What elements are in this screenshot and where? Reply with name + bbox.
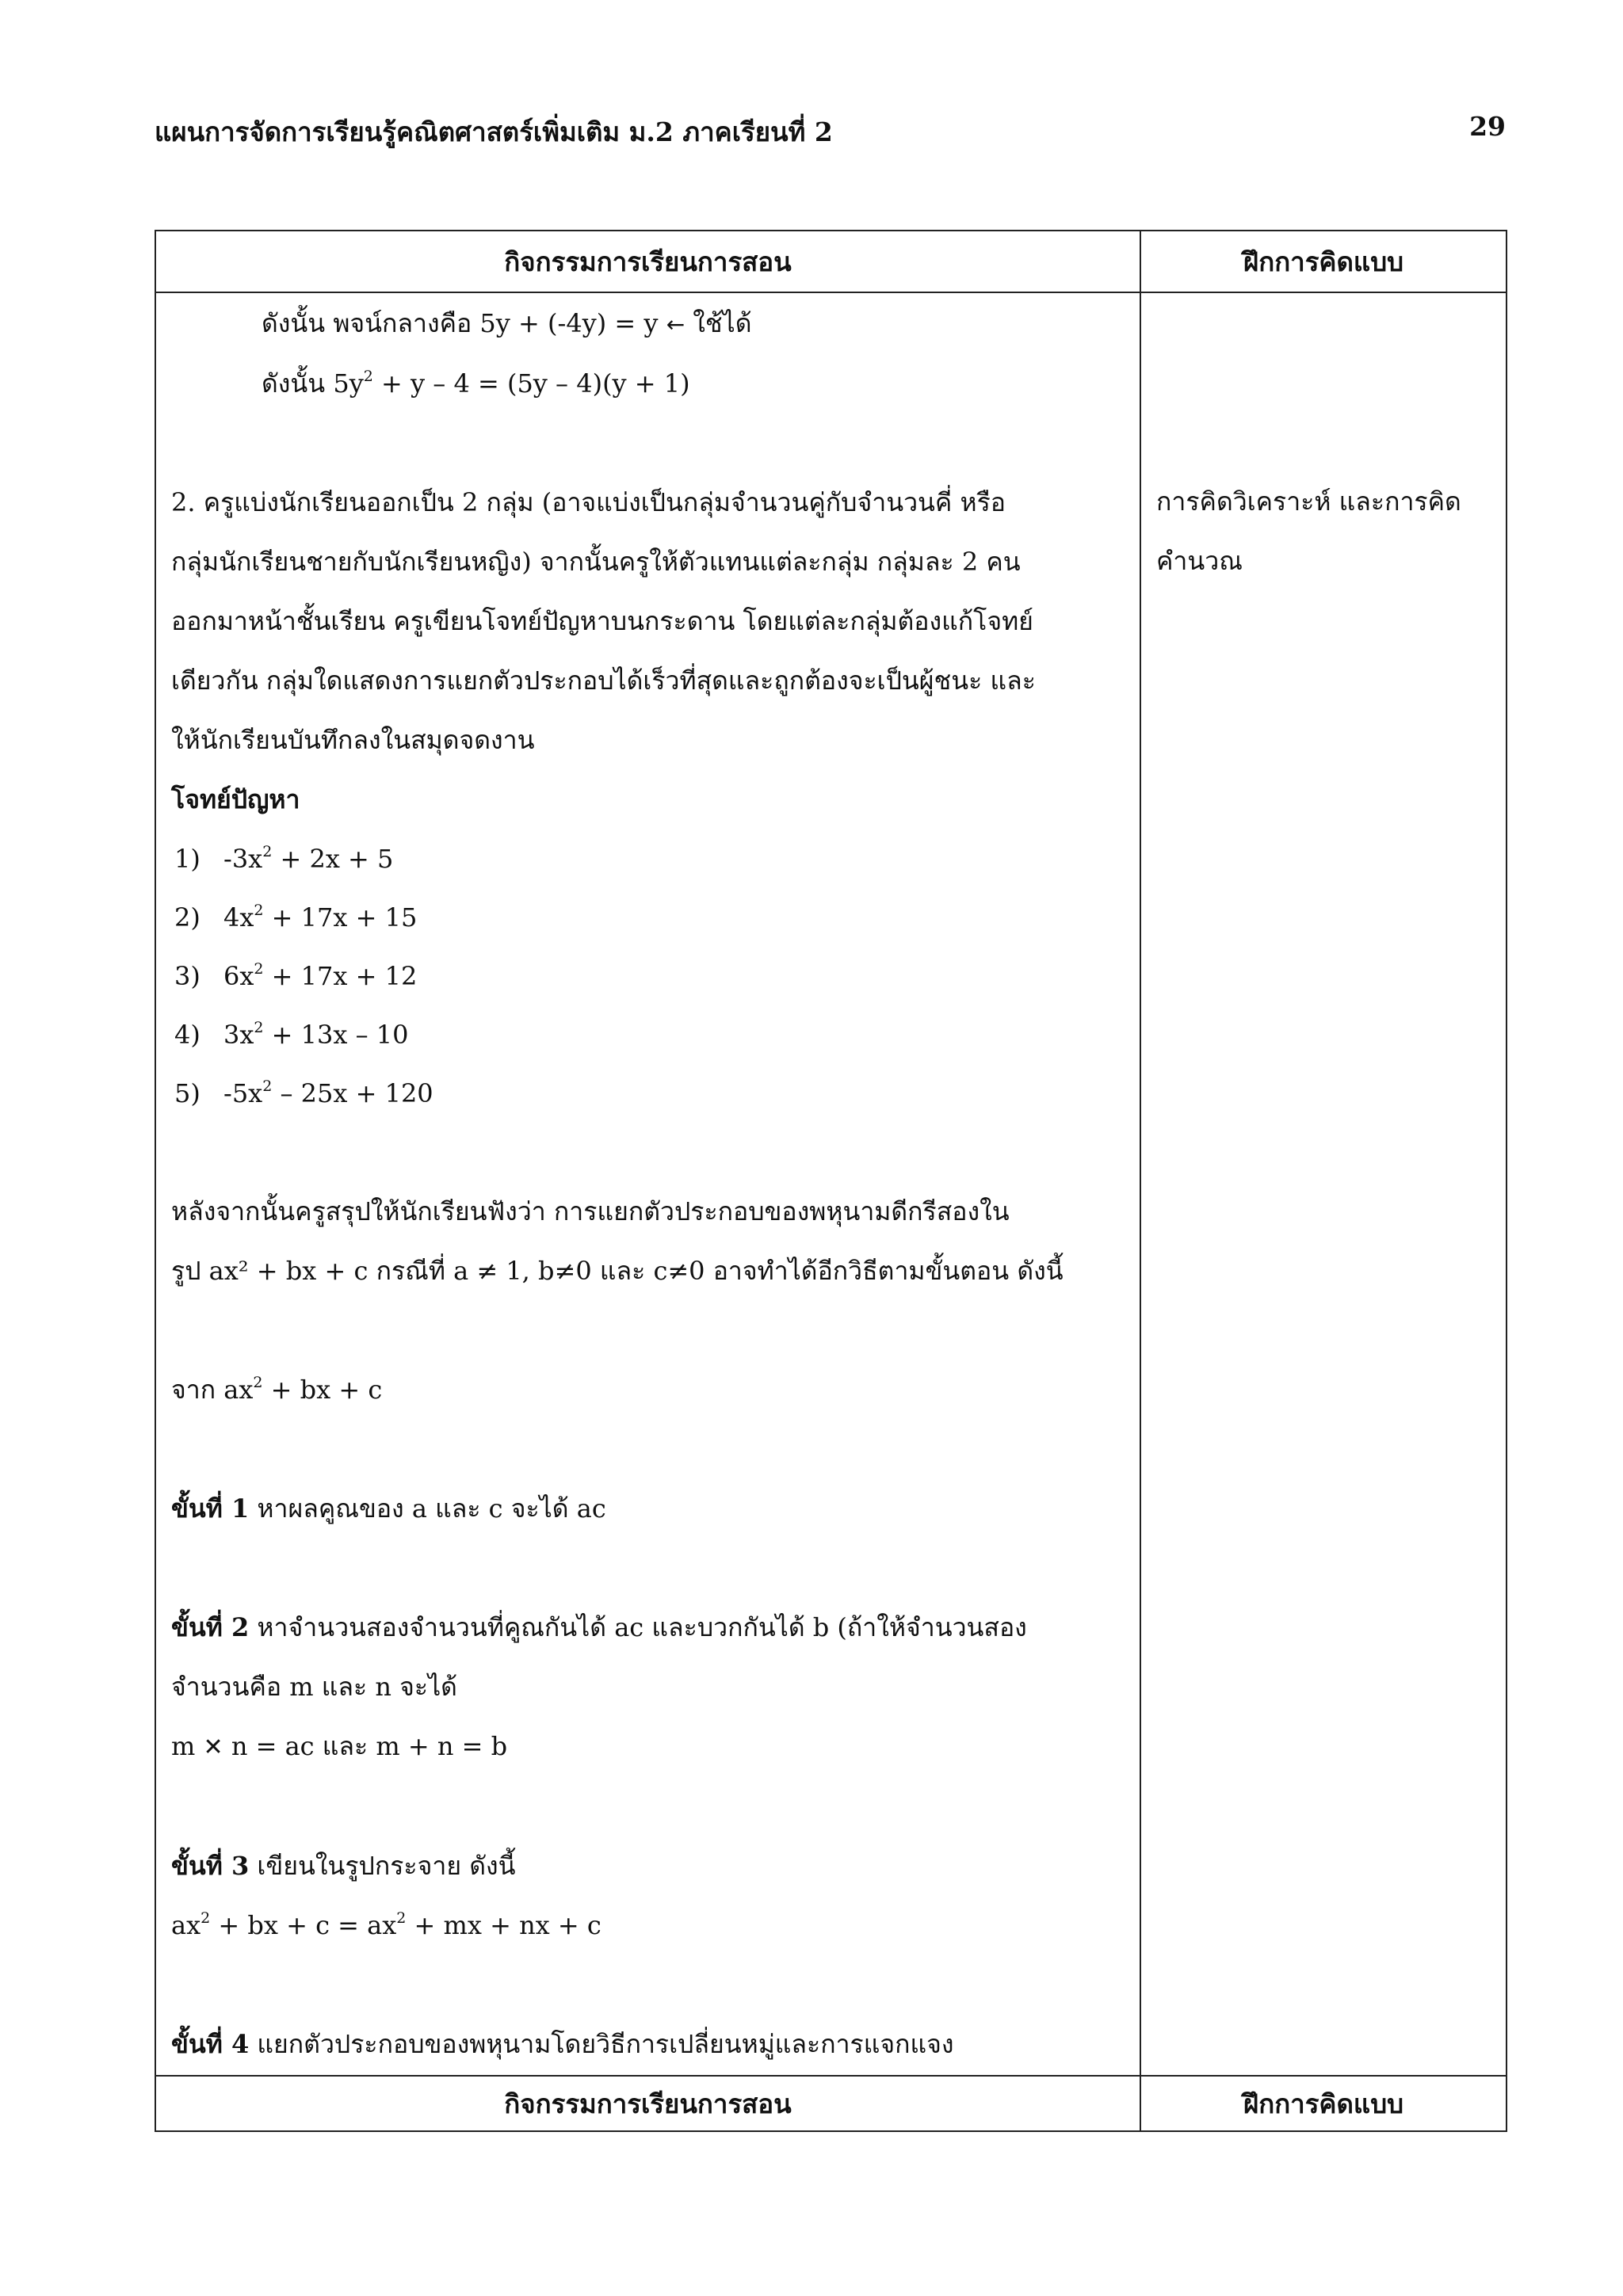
equation-part: + bx + c = ax: [210, 1910, 397, 1940]
summary-line-1: หลังจากนั้นครูสรุปให้นักเรียนฟังว่า การแยกตัวประกอบของพหุนามดีกรีสองใน: [171, 1196, 1010, 1226]
problem-item: [171, 1064, 1125, 1123]
paragraph-line: ให้นักเรียนบันทึกลงในสมุดจดงาน: [171, 725, 535, 755]
problem-term: 3x: [223, 1020, 254, 1050]
equation-part: n = ac และ m + n = b: [223, 1731, 508, 1761]
step-2-equation: [171, 1717, 1125, 1777]
problem-number: 3): [174, 961, 200, 991]
activities-cell: [155, 292, 1140, 2076]
left-arrow-icon: ←: [666, 311, 685, 338]
step-2: [171, 1598, 1125, 1657]
exponent: 2: [254, 960, 264, 978]
table-body-row: [155, 292, 1507, 2076]
step-text: แยกตัวประกอบของพหุนามโดยวิธีการเปลี่ยนหมู่และการแจกแจง: [249, 2029, 954, 2059]
continuation-line-1: [171, 294, 1125, 354]
step-label: ขั้นที่ 2: [171, 1612, 250, 1642]
step-1: [171, 1479, 1125, 1539]
problem-term: + 13x – 10: [263, 1020, 409, 1050]
exponent: 2: [262, 843, 273, 860]
expression-part: + bx + c: [262, 1375, 383, 1405]
step-label: ขั้นที่ 1: [171, 1493, 250, 1524]
multiply-icon: ✕: [203, 1733, 223, 1761]
problem-item: [171, 1005, 1125, 1064]
problem-term: -5x: [223, 1078, 263, 1108]
table-header-row: [155, 231, 1507, 292]
problem-term: – 25x + 120: [272, 1078, 433, 1108]
summary-line-2: รูป ax² + bx + c กรณีที่ a ≠ 1, b≠0 และ c≠0 อาจทำได้อีกวิธีตามขั้นตอน ดังนี้: [171, 1256, 1064, 1286]
paragraph-line: 2. ครูแบ่งนักเรียนออกเป็น 2 กลุ่ม (อาจแบ่งเป็นกลุ่มจำนวนคู่กับจำนวนคี่ หรือ: [171, 487, 1006, 517]
continuation-line-2: [171, 354, 1125, 414]
problem-term: 4x: [223, 902, 254, 933]
table-footer-row: [155, 2076, 1507, 2131]
problem-item: [171, 947, 1125, 1005]
continuation-note: ใช้ได้: [693, 308, 752, 338]
page-number: 29: [1469, 111, 1506, 142]
paragraph-line: ออกมาหน้าชั้นเรียน ครูเขียนโจทย์ปัญหาบนกระดาน โดยแต่ละกลุ่มต้องแก้โจทย์: [171, 606, 1033, 636]
continuation-text: ดังนั้น พจน์กลางคือ 5y + (-4y) = y: [262, 308, 659, 338]
problem-number: 5): [174, 1078, 200, 1108]
problem-number: 2): [174, 902, 200, 933]
thinking-line-1: การคิดวิเคราะห์ และการคิด: [1156, 486, 1461, 517]
paragraph-line: เดียวกัน กลุ่มใดแสดงการแยกตัวประกอบได้เร็วที่สุดและถูกต้องจะเป็นผู้ชนะ และ: [171, 666, 1036, 696]
equation-part: + mx + nx + c: [406, 1910, 601, 1940]
column-header-activities: กิจกรรมการเรียนการสอน: [155, 231, 1140, 292]
step-text: เขียนในรูปกระจาย ดังนี้: [249, 1851, 516, 1881]
problem-item: [171, 888, 1125, 947]
problem-number: 4): [174, 1020, 200, 1050]
equation-part: + y – 4 = (5y – 4)(y + 1): [372, 368, 690, 399]
step-4: [171, 2015, 1125, 2074]
column-header-thinking: ฝึกการคิดแบบ: [1140, 231, 1507, 292]
equation-part: m: [171, 1731, 196, 1761]
step-2-line-2: จำนวนคือ m และ n จะได้: [171, 1672, 457, 1702]
step-text: หาผลคูณของ a และ c จะได้ ac: [249, 1493, 606, 1524]
equation-part: ax: [171, 1910, 201, 1940]
problem-item: [171, 830, 1125, 888]
problem-number: 1): [174, 844, 200, 874]
thinking-cell: [1140, 292, 1507, 2076]
step-3-equation: [171, 1896, 1125, 1955]
step-label: ขั้นที่ 3: [171, 1851, 250, 1881]
problem-term: + 17x + 15: [263, 902, 418, 933]
expression-part: จาก ax: [171, 1375, 254, 1405]
from-expression: [171, 1360, 1125, 1420]
exponent: 2: [262, 1077, 273, 1095]
document-title: แผนการจัดการเรียนรู้คณิตศาสตร์เพิ่มเติม ม.2 ภาคเรียนที่ 2: [155, 116, 833, 147]
footer-activities: กิจกรรมการเรียนการสอน: [155, 2076, 1140, 2131]
step-label: ขั้นที่ 4: [171, 2029, 250, 2059]
footer-thinking: ฝึกการคิดแบบ: [1140, 2076, 1507, 2131]
activity-paragraph-2: [171, 473, 1125, 770]
exponent: 2: [253, 1374, 263, 1391]
exponent: 2: [254, 1019, 264, 1036]
problem-term: + 2x + 5: [272, 844, 394, 874]
step-3: [171, 1836, 1125, 1896]
thinking-line-2: คำนวณ: [1156, 546, 1243, 576]
problems-heading: โจทย์ปัญหา: [171, 784, 300, 814]
exponent: 2: [363, 368, 373, 385]
equation-part: ดังนั้น 5y: [262, 368, 364, 399]
lesson-plan-table: [155, 230, 1507, 2132]
problem-term: -3x: [223, 844, 263, 874]
exponent: 2: [396, 1909, 407, 1927]
step-text: หาจำนวนสองจำนวนที่คูณกันได้ ac และบวกกันได้ b (ถ้าให้จำนวนสอง: [249, 1612, 1027, 1642]
problem-term: + 17x + 12: [263, 961, 418, 991]
paragraph-line: กลุ่มนักเรียนชายกับนักเรียนหญิง) จากนั้นครูให้ตัวแทนแต่ละกลุ่ม กลุ่มละ 2 คน: [171, 547, 1021, 577]
problem-term: 6x: [223, 961, 254, 991]
exponent: 2: [200, 1909, 211, 1927]
exponent: 2: [254, 902, 264, 919]
